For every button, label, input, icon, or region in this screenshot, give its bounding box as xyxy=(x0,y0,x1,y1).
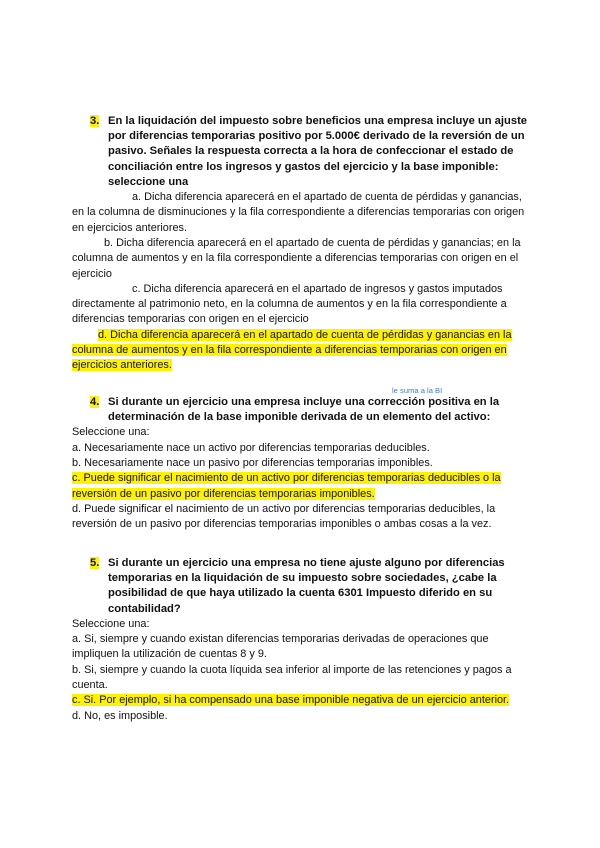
question-5-header xyxy=(72,556,532,617)
question-5-number: 5. xyxy=(90,557,100,569)
question-3 xyxy=(72,114,532,374)
question-5-option-d: d. No, es imposible. xyxy=(72,709,168,722)
question-3-option-c: c. Dicha diferencia aparecerá en el apartado de ingresos y gastos imputados directamente al patrimonio neto, en la columna de aumentos y en la fila correspondiente a diferencias temporarias con origen en el ejercicio xyxy=(72,282,507,326)
question-5-option-a: a. Si, siempre y cuando existan diferencias temporarias derivadas de operaciones que impliquen la utilización de cuentas 8 y 9. xyxy=(72,633,489,661)
question-3-stem: En la liquidación del impuesto sobre beneficios una empresa incluye un ajuste por diferencias temporarias positivo por 5.000€ derivado de la reversión de un pasivo. Señales la respuesta correcta a la hora de confeccionar el estado de conciliación entre los ingresos y gastos del ejercicio y la base imponible: xyxy=(108,115,528,173)
question-4-option-c: c. Puede significar el nacimiento de un activo por diferencias temporarias deducibles o la reversión de un pasivo por diferencias temporarias imponibles. xyxy=(72,472,501,500)
question-3-number: 3. xyxy=(90,115,100,127)
question-5-stem: Si durante un ejercicio una empresa no tiene ajuste alguno por diferencias temporarias en la liquidación de su impuesto sobre sociedades, ¿cabe la posibilidad de que haya utilizado la cuenta 6301 Impuesto diferido en su contabilidad? xyxy=(108,557,505,615)
question-3-option-a: a. Dicha diferencia aparecerá en el apartado de cuenta de pérdidas y ganancias, en la columna de disminuciones y la fila correspondiente a diferencias temporarias con origen en ejercicios anteriores. xyxy=(72,191,525,234)
question-4-option-d: d. Puede significar el nacimiento de un activo por diferencias temporarias deducibles, la reversión de un pasivo por diferencias temporarias imponibles o ambas cosas a la vez. xyxy=(72,502,496,531)
question-4-stem: Si durante un ejercicio una empresa incluye una corrección positiva en la determinación de la base imponible derivada de un elemento del activo: xyxy=(108,396,500,424)
question-4-number: 4. xyxy=(90,396,100,408)
margin-annotation: le suma a la BI xyxy=(392,386,443,395)
question-5-prompt: Seleccione una: xyxy=(72,617,150,630)
question-5 xyxy=(72,556,532,724)
question-5-option-b: b. Si, siempre y cuando la cuota líquida sea inferior al importe de las retenciones y pagos a cuenta. xyxy=(72,663,512,691)
question-4-option-b: b. Necesariamente nace un pasivo por diferencias temporarias imponibles. xyxy=(72,457,433,469)
question-4-prompt: Seleccione una: xyxy=(72,426,150,439)
question-4-header xyxy=(72,395,532,425)
question-4 xyxy=(72,395,532,532)
question-3-prompt: seleccione una xyxy=(108,175,189,188)
question-4-option-a: a. Necesariamente nace un activo por diferencias temporarias deducibles. xyxy=(72,441,430,454)
question-3-option-d: d. Dicha diferencia aparecerá en el apartado de cuenta de pérdidas y ganancias en la columna de aumentos y en la fila correspondiente a diferencias temporarias con origen en ejercicios anteriores. xyxy=(72,328,512,372)
question-5-option-c: c. Si. Por ejemplo, si ha compensado una base imponible negativa de un ejercicio anterior. xyxy=(72,694,510,707)
question-3-option-b: b. Dicha diferencia aparecerá en el apartado de cuenta de pérdidas y ganancias; en la columna de aumentos y en la fila correspondiente a diferencias temporarias con origen en el ejercicio xyxy=(72,236,521,280)
question-3-header xyxy=(72,114,532,190)
